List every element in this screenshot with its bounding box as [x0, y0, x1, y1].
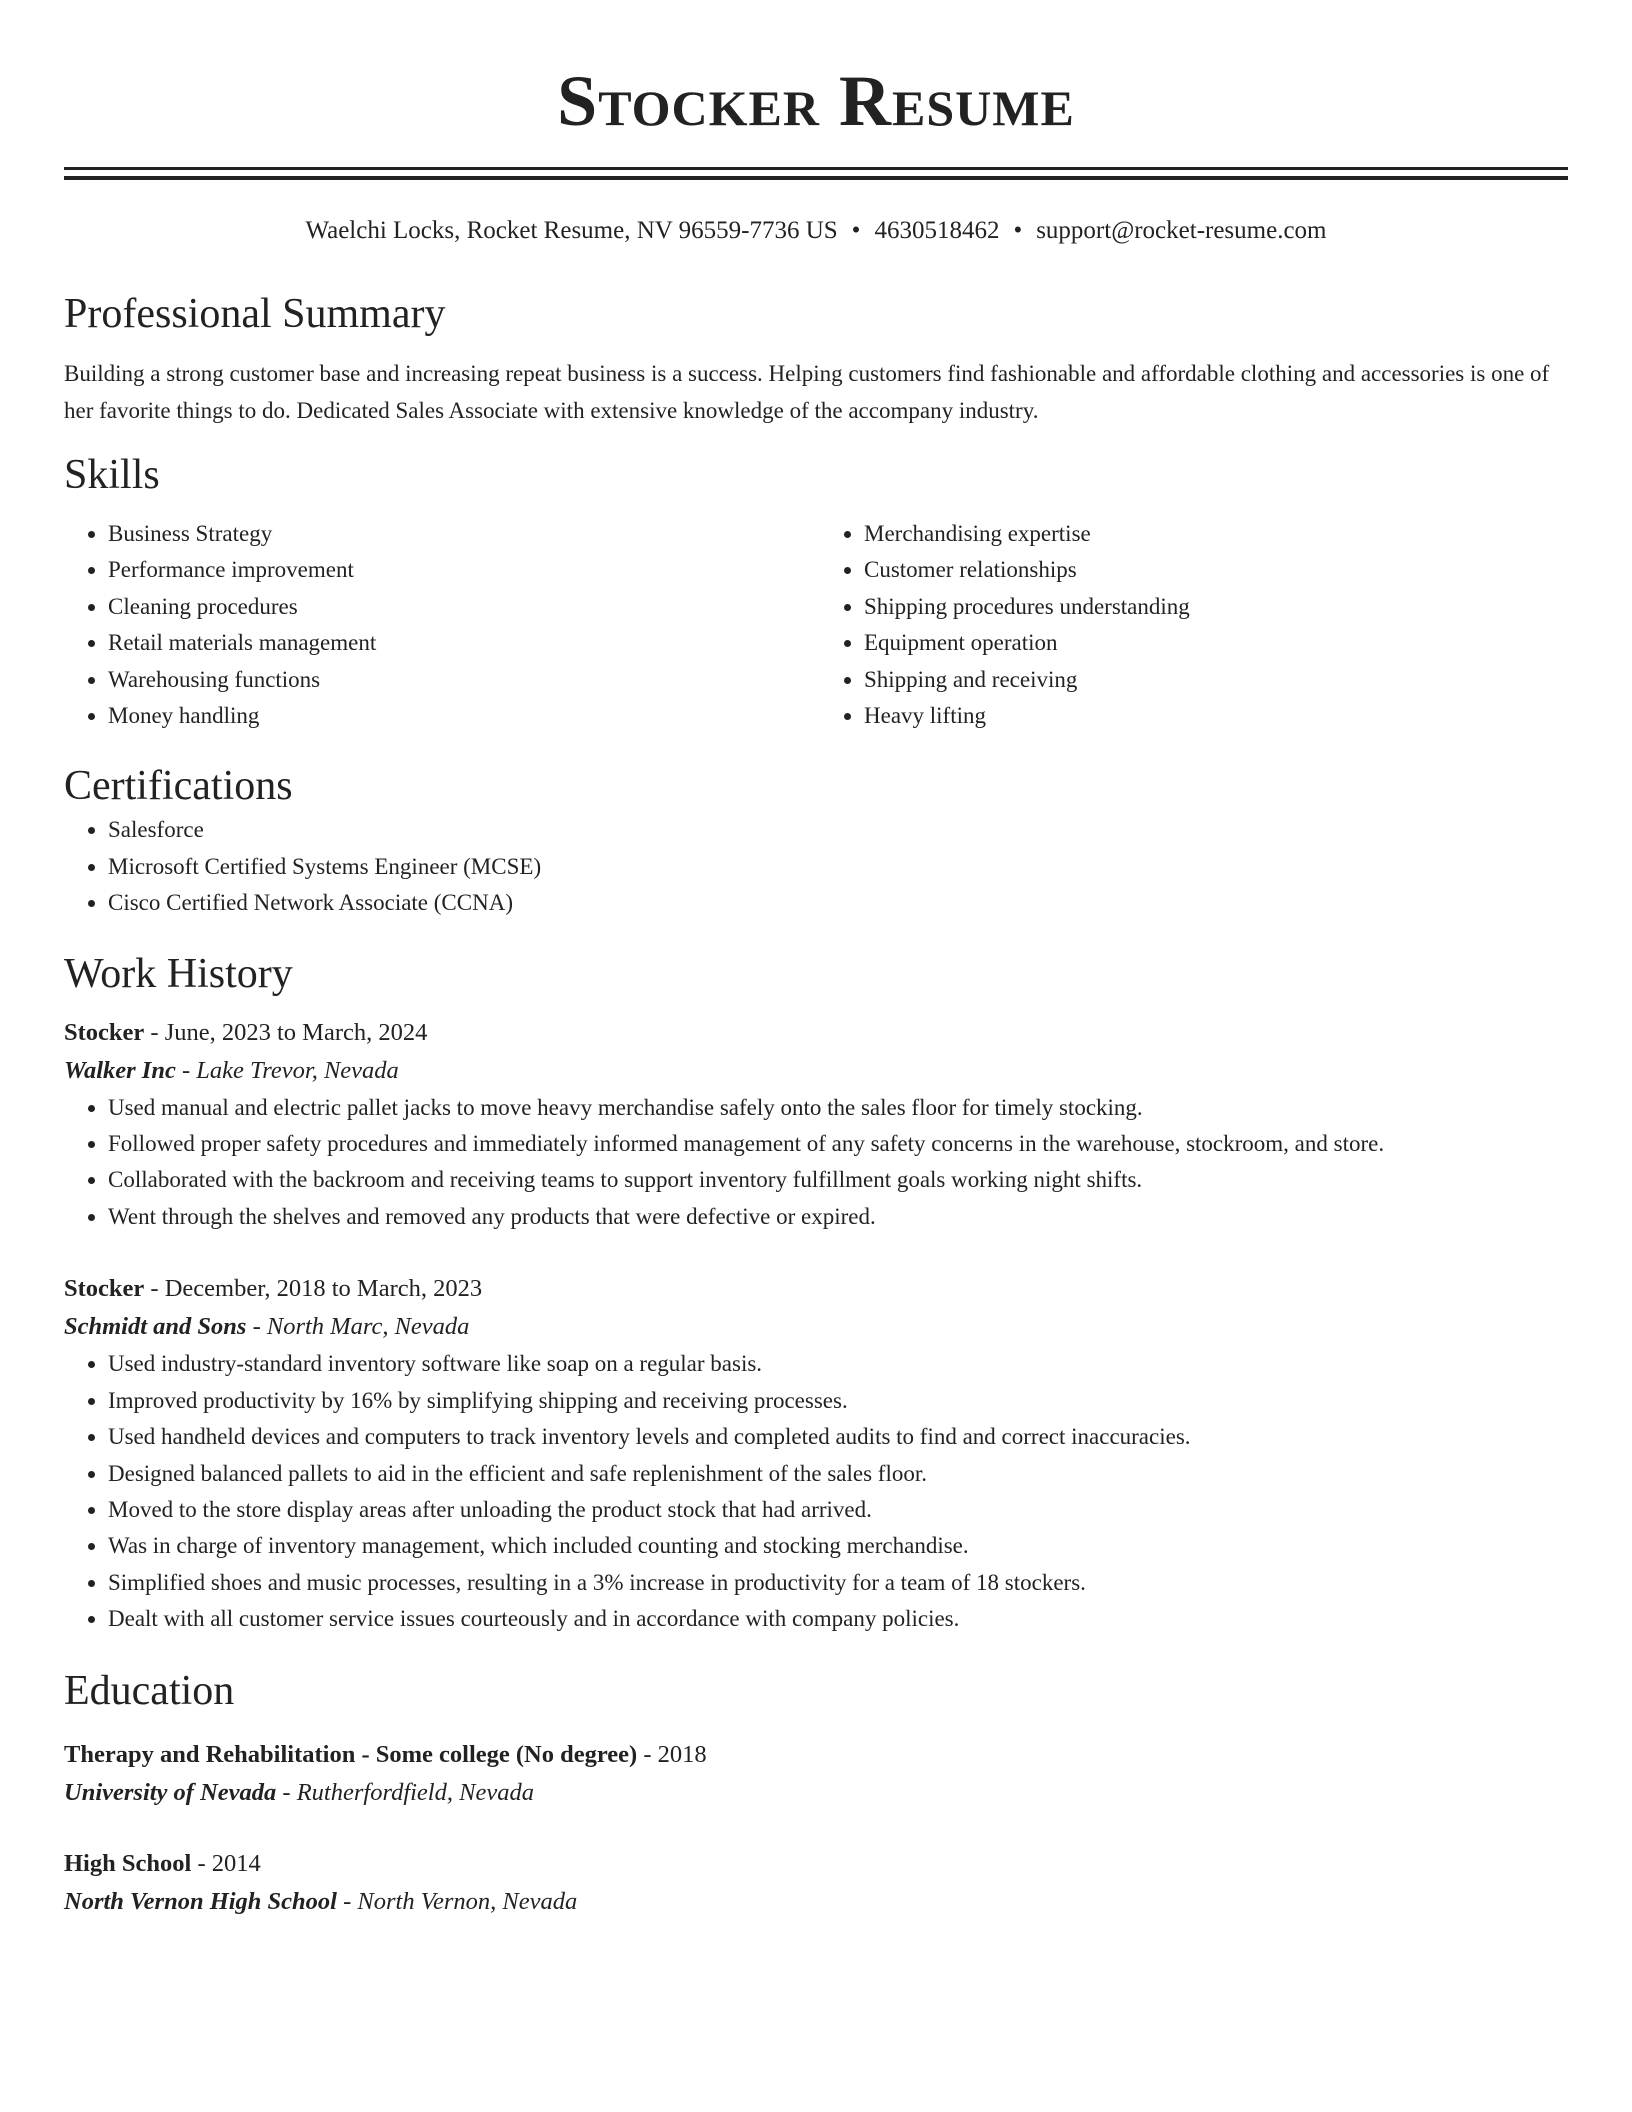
job-duty: • Simplified shoes and music processes, resulting in a 3% increase in productivity for a team of 18 stockers. [108, 1565, 1568, 1601]
contact-line [64, 214, 1568, 248]
skills-heading: Skills [64, 452, 160, 498]
job-location: - North Marc, Nevada [246, 1313, 470, 1341]
skills-column-right [816, 516, 1568, 734]
job-duty: • Improved productivity by 16% by simplifying shipping and receiving processes. [108, 1383, 1568, 1419]
job-title: Stocker [64, 1275, 145, 1303]
skill-item: • Cleaning procedures [108, 589, 816, 625]
job-employer-line [64, 1308, 1568, 1346]
job-duty: • Used industry-standard inventory software like soap on a regular basis. [108, 1346, 1568, 1382]
skills-column-left [64, 516, 816, 734]
certification-item: • Microsoft Certified Systems Engineer (MCSE) [108, 849, 1568, 885]
job-entry [64, 1014, 1568, 1236]
skill-item: • Heavy lifting [864, 698, 1568, 734]
education-degree: High School [64, 1849, 192, 1877]
job-role-line [64, 1270, 1568, 1308]
skills-section [64, 449, 1568, 734]
job-entry [64, 1270, 1568, 1637]
skill-item: • Performance improvement [108, 552, 816, 588]
certifications-list [64, 812, 1568, 921]
summary-section [64, 288, 1568, 429]
certifications-heading: Certifications [64, 763, 293, 810]
skills-list-right [816, 516, 1568, 734]
skill-item: • Retail materials management [108, 625, 816, 661]
skills-columns [64, 516, 1568, 734]
resume-title: Stocker Resume [557, 61, 1075, 141]
job-duty: • Collaborated with the backroom and receiving teams to support inventory fulfillment goals working night shifts. [108, 1162, 1568, 1198]
job-duties-list [64, 1346, 1568, 1637]
education-degree-line [64, 1736, 1568, 1774]
job-duties-list [64, 1090, 1568, 1236]
certifications-section [64, 760, 1568, 921]
education-entry [64, 1845, 1568, 1921]
job-duty: • Went through the shelves and removed any products that were defective or expired. [108, 1199, 1568, 1235]
contact-email: support@rocket-resume.com [1036, 217, 1327, 244]
skill-item: • Customer relationships [864, 552, 1568, 588]
contact-address: Waelchi Locks, Rocket Resume, NV 96559-7736 US [305, 217, 838, 244]
education-school: University of Nevada [64, 1778, 277, 1806]
skill-item: • Merchandising expertise [864, 516, 1568, 552]
skills-list-left [64, 516, 816, 734]
summary-text: Building a strong customer base and increasing repeat business is a success. Helping customers find fashionable and affordable clothing and accessories is one of her favorite things to do. Dedicated Sales Associate with extensive knowledge of the accompany industry. [64, 361, 1550, 423]
job-employer-line [64, 1052, 1568, 1090]
skill-item: • Warehousing functions [108, 662, 816, 698]
job-dates: - December, 2018 to March, 2023 [144, 1275, 483, 1303]
education-school-line [64, 1774, 1568, 1812]
skill-item: • Shipping and receiving [864, 662, 1568, 698]
job-company: Walker Inc [64, 1056, 176, 1084]
contact-separator: • [1013, 217, 1023, 244]
job-duty: • Moved to the store display areas after unloading the product stock that had arrived. [108, 1492, 1568, 1528]
job-duty: • Used handheld devices and computers to track inventory levels and completed audits to find and correct inaccuracies. [108, 1419, 1568, 1455]
skill-item: • Shipping procedures understanding [864, 589, 1568, 625]
job-duty: • Followed proper safety procedures and immediately informed management of any safety concerns in the warehouse, stockroom, and store. [108, 1126, 1568, 1162]
certification-item: • Salesforce [108, 812, 1568, 848]
skill-item: • Equipment operation [864, 625, 1568, 661]
title-divider-top [64, 167, 1568, 170]
education-degree: Therapy and Rehabilitation - Some college (No degree) [64, 1740, 638, 1768]
job-role-line [64, 1014, 1568, 1052]
job-duty: • Used manual and electric pallet jacks to move heavy merchandise safely onto the sales floor for timely stocking. [108, 1090, 1568, 1126]
education-school-line [64, 1883, 1568, 1921]
certification-item: • Cisco Certified Network Associate (CCNA) [108, 885, 1568, 921]
work-history-heading: Work History [64, 950, 293, 997]
education-year: - 2014 [191, 1849, 261, 1877]
job-duty: • Was in charge of inventory management, which included counting and stocking merchandise. [108, 1528, 1568, 1564]
work-history-section [64, 948, 1568, 1638]
title-divider-bottom [64, 176, 1568, 180]
skill-item: • Business Strategy [108, 516, 816, 552]
job-title: Stocker [64, 1018, 145, 1046]
education-location: - Rutherfordfield, Nevada [276, 1778, 534, 1806]
job-duty: • Dealt with all customer service issues courteously and in accordance with company policies. [108, 1601, 1568, 1637]
education-entry [64, 1736, 1568, 1812]
education-year: - 2018 [637, 1740, 707, 1768]
education-degree-line [64, 1845, 1568, 1883]
education-section [64, 1665, 1568, 1921]
education-school: North Vernon High School [64, 1887, 337, 1915]
skill-item: • Money handling [108, 698, 816, 734]
education-heading: Education [64, 1667, 235, 1714]
contact-phone: 4630518462 [874, 217, 1000, 244]
job-dates: - June, 2023 to March, 2024 [144, 1018, 428, 1046]
job-duty: • Designed balanced pallets to aid in the efficient and safe replenishment of the sales floor. [108, 1456, 1568, 1492]
job-company: Schmidt and Sons [64, 1313, 247, 1341]
education-location: - North Vernon, Nevada [337, 1887, 578, 1915]
job-location: - Lake Trevor, Nevada [175, 1056, 399, 1084]
contact-separator: • [851, 217, 861, 244]
summary-heading: Professional Summary [64, 291, 446, 337]
